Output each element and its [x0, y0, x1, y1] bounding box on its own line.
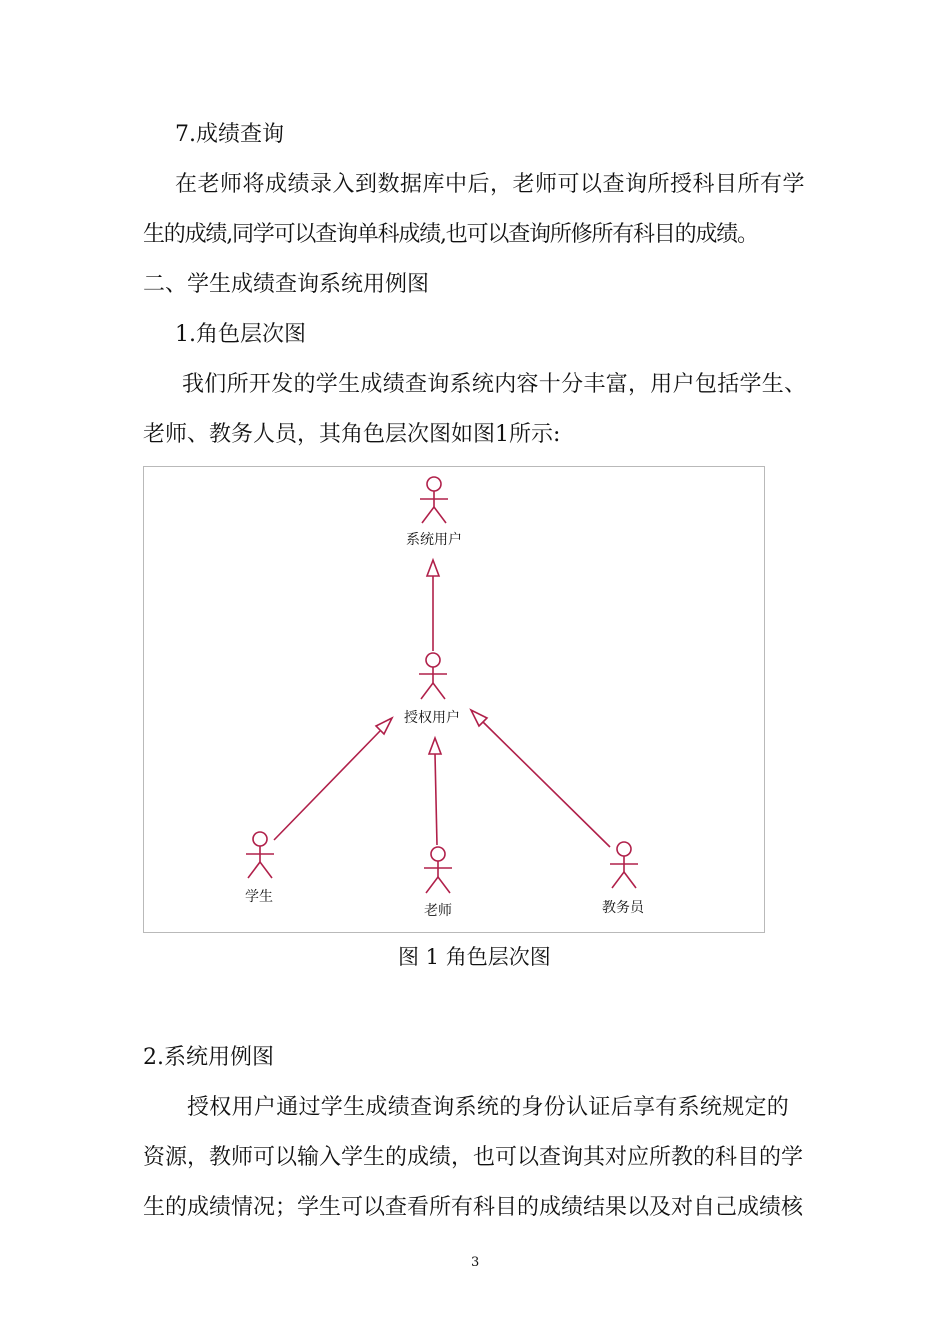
generalization-arrow-student-to-authorized — [274, 718, 392, 840]
actor-student-label: 学生 — [245, 889, 273, 905]
actor-student-icon — [246, 832, 274, 878]
actor-system-user-label: 系统用户 — [406, 532, 462, 548]
actor-teacher-label: 老师 — [424, 903, 452, 919]
page-number: 3 — [471, 1255, 480, 1270]
actor-teacher-icon — [424, 847, 452, 893]
actor-system-user-icon — [420, 477, 448, 523]
generalization-arrow-authorized-to-system — [427, 560, 439, 651]
subsection-2-heading: 2.系统用例图 — [143, 1045, 274, 1070]
actor-authorized-user-label: 授权用户 — [404, 710, 460, 726]
actor-authorized-user-icon — [419, 653, 447, 699]
actor-staff-icon — [610, 842, 638, 888]
actor-staff-label: 教务员 — [602, 900, 644, 916]
role-hierarchy-figure — [143, 466, 765, 933]
generalization-arrow-teacher-to-authorized — [429, 738, 441, 845]
subsection-2-paragraph-line-3: 生的成绩情况；学生可以查看所有科目的成绩结果以及对自己成绩核 — [143, 1195, 804, 1220]
subsection-1-paragraph-line-1: 我们所开发的学生成绩查询系统内容十分丰富，用户包括学生、 — [182, 372, 807, 397]
section-two-heading: 二、学生成绩查询系统用例图 — [143, 272, 430, 297]
generalization-arrow-staff-to-authorized — [471, 710, 610, 847]
section-7-paragraph-line-2: 生的成绩,同学可以查询单科成绩,也可以查询所修所有科目的成绩。 — [143, 222, 758, 247]
subsection-2-paragraph-line-1: 授权用户通过学生成绩查询系统的身份认证后享有系统规定的 — [187, 1095, 790, 1120]
subsection-2-paragraph-line-2: 资源，教师可以输入学生的成绩，也可以查询其对应所教的科目的学 — [143, 1145, 804, 1170]
subsection-1-heading: 1.角色层次图 — [175, 322, 306, 347]
section-7-paragraph-line-1: 在老师将成绩录入到数据库中后，老师可以查询所授科目所有学 — [175, 172, 806, 197]
section-7-heading: 7.成绩查询 — [175, 122, 284, 147]
figure-1-caption: 图 1 角色层次图 — [398, 945, 551, 969]
subsection-1-paragraph-line-2: 老师、教务人员，其角色层次图如图1所示: — [143, 422, 561, 447]
